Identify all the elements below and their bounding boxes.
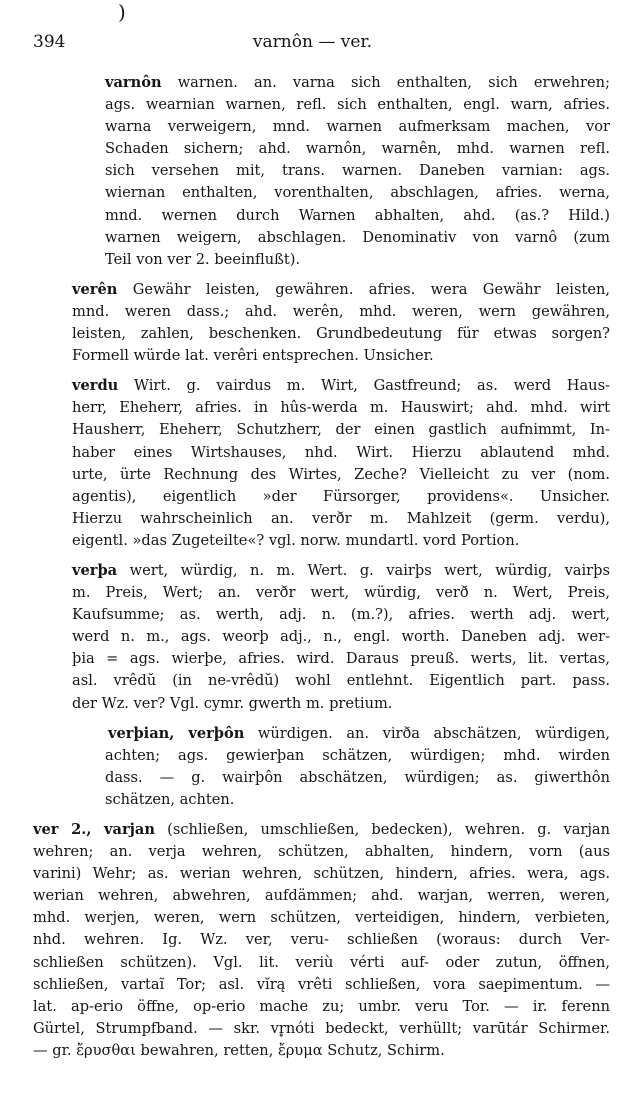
entry-line [33, 863, 610, 885]
dictionary-entry-veren [72, 279, 610, 367]
entry-line [72, 648, 610, 670]
entry-text: m. Preis, Wert; an. verðr wert, würdig, verð n. Wert, Preis, [72, 584, 610, 602]
entry-text: wert, würdig, n. m. Wert. g. vairþs wert, würdig, vairþs [117, 561, 610, 579]
entry-line [72, 486, 610, 508]
entry-line [72, 279, 610, 301]
running-head: varnôn — ver. [252, 32, 373, 52]
entry-line [72, 397, 610, 419]
entry-text: wehren; an. verja wehren, schützen, abhalten, hindern, vorn (aus [33, 843, 610, 861]
entry-text: schließen schützen). Vgl. lit. veriù vérti auf- oder zutun, öffnen, [33, 953, 610, 971]
entry-text: leisten, zahlen, beschenken. Grundbedeutung für etwas sorgen? [72, 325, 610, 343]
entry-text: eigentl. »das Zugeteilte«? vgl. norw. mundartl. vord Portion. [72, 531, 520, 549]
entry-text: Gürtel, Strumpfband. — skr. vr̥nóti bedeckt, verhüllt; varūtár Schirmer. [33, 1019, 610, 1037]
entry-text: varini) Wehr; as. werian wehren, schützen, hindern, afries. wera, ags. [33, 865, 610, 883]
entry-text: Schaden sichern; ahd. warnôn, warnên, mhd. warnen refl. [105, 140, 610, 158]
entry-text: Teil von ver 2. beeinflußt). [105, 250, 301, 268]
entry-text: warna verweigern, mnd. warnen aufmerksam machen, vor [105, 118, 610, 136]
entry-line [105, 94, 610, 116]
entry-line [105, 745, 610, 767]
entry-line [105, 160, 610, 182]
entry-text: lat. ap-erio öffne, op-erio mache zu; umbr. veru Tor. — ir. ferenn [33, 997, 610, 1015]
entry-line [33, 974, 610, 996]
entry-line [105, 72, 610, 94]
entry-text: mnd. weren dass.; ahd. werên, mhd. weren, wern gewähren, [72, 302, 610, 320]
page-header [0, 30, 625, 54]
entry-line [72, 508, 610, 530]
dictionary-entry-ver2 [33, 819, 610, 1062]
entry-line [33, 1018, 610, 1040]
entry-line [72, 345, 610, 367]
headword: verên [72, 280, 118, 298]
entry-line [105, 723, 610, 745]
entry-line [72, 626, 610, 648]
entry-line [105, 182, 610, 204]
entry-line [33, 841, 610, 863]
entry-text: agentis), eigentlich »der Fürsorger, providens«. Unsicher. [72, 487, 610, 505]
entry-line [33, 929, 610, 951]
entry-line [105, 789, 610, 811]
entry-line [105, 249, 610, 271]
entry-line [72, 464, 610, 486]
entry-line [33, 819, 610, 841]
margin-mark: ) [118, 0, 126, 24]
entry-text: warnen weigern, abschlagen. Denominativ von varnô (zum [105, 228, 610, 246]
entry-text: asl. vrêdŭ (in ne-vrêdŭ) wohl entlehnt. Eigentlich part. pass. [72, 672, 610, 690]
entry-line [33, 885, 610, 907]
entry-line [72, 670, 610, 692]
entry-text: Wirt. g. vairdus m. Wirt, Gastfreund; as. werd Haus- [118, 377, 610, 395]
entry-line [72, 419, 610, 441]
entry-line [72, 693, 610, 715]
entry-text: wiernan enthalten, vorenthalten, abschlagen, afries. werna, [105, 184, 610, 202]
entry-text: — gr. ἔρυσθαι bewahren, retten, ἔρυμα Schutz, Schirm. [33, 1041, 445, 1059]
entry-text: Kaufsumme; as. werth, adj. n. (m.?), afries. werth adj. wert, [72, 606, 610, 624]
entry-text: schätzen, achten. [105, 790, 235, 808]
entry-line [105, 205, 610, 227]
entry-line [72, 582, 610, 604]
headword: varnôn [105, 74, 162, 91]
entry-line [33, 1040, 610, 1062]
entry-line [72, 301, 610, 323]
entry-text: herr, Eheherr, afries. in hûs-werda m. Hauswirt; ahd. mhd. wirt [72, 399, 610, 417]
headword: verþian, verþôn [108, 724, 245, 742]
entry-text: werian wehren, abwehren, aufdämmen; ahd. warjan, werren, weren, [33, 887, 610, 905]
entry-text: Hierzu wahrscheinlich an. verðr m. Mahlzeit (germ. verdu), [72, 509, 610, 527]
dictionary-entry-verdu [72, 375, 610, 552]
entry-text: sich versehen mit, trans. warnen. Daneben varnian: ags. [105, 162, 610, 180]
entry-text: Hausherr, Eheherr, Schutzherr, der einen gastlich aufnimmt, In- [72, 421, 610, 439]
entry-text: ags. wearnian warnen, refl. sich enthalten, engl. warn, afries. [105, 96, 610, 114]
entry-line [72, 323, 610, 345]
entry-line [33, 952, 610, 974]
entry-line [72, 604, 610, 626]
entry-text: haber eines Wirtshauses, nhd. Wirt. Hierzu ablautend mhd. [72, 443, 610, 461]
entry-line [33, 996, 610, 1018]
entry-line [33, 907, 610, 929]
headword: ver 2., varjan [33, 821, 155, 838]
entry-text: der Wz. ver? Vgl. cymr. gwerth m. pretium. [72, 694, 393, 712]
entry-line [105, 116, 610, 138]
entry-text: dass. — g. wairþôn abschätzen, würdigen; as. giwerthôn [105, 768, 610, 786]
entry-text: Gewähr leisten, gewähren. afries. wera Gewähr leisten, [117, 280, 610, 298]
entry-text: warnen. an. varna sich enthalten, sich erwehren; [161, 74, 610, 91]
entry-text: urte, ürte Rechnung des Wirtes, Zeche? Vielleicht zu ver (nom. [72, 465, 610, 483]
entry-line [105, 767, 610, 789]
entry-line [72, 375, 610, 397]
entry-text: schließen, vartaĩ Tor; asl. vĭrą vrêti schließen, vora saepimentum. — [33, 975, 610, 993]
page-number: 394 [33, 32, 66, 52]
dictionary-entry-verpian [105, 723, 610, 811]
dictionary-entry-verpa [72, 560, 610, 715]
entry-text: þia = ags. wierþe, afries. wird. Daraus preuß. werts, lit. vertas, [72, 650, 610, 668]
entry-text: Formell würde lat. verêri entsprechen. Unsicher. [72, 347, 434, 365]
entry-line [105, 138, 610, 160]
entry-text: werd n. m., ags. weorþ adj., n., engl. worth. Daneben adj. wer- [72, 628, 610, 646]
headword: verdu [72, 377, 119, 395]
dictionary-entry-varnon [105, 72, 610, 271]
entry-line [72, 442, 610, 464]
entry-text: nhd. wehren. Ig. Wz. ver, veru- schließen (woraus: durch Ver- [33, 931, 610, 949]
entry-line [105, 227, 610, 249]
entry-line [72, 560, 610, 582]
entry-text: mnd. wernen durch Warnen abhalten, ahd. (as.? Hild.) [105, 206, 610, 224]
entry-text: (schließen, umschließen, bedecken), wehren. g. varjan [155, 821, 610, 838]
entry-text: mhd. werjen, weren, wern schützen, verteidigen, hindern, verbieten, [33, 909, 610, 927]
headword: verþa [72, 561, 118, 579]
entry-line [72, 530, 610, 552]
dictionary-entries [0, 72, 625, 1070]
entry-text: achten; ags. gewierþan schätzen, würdigen; mhd. wirden [105, 746, 610, 764]
entry-text: würdigen. an. virða abschätzen, würdigen, [244, 724, 610, 742]
